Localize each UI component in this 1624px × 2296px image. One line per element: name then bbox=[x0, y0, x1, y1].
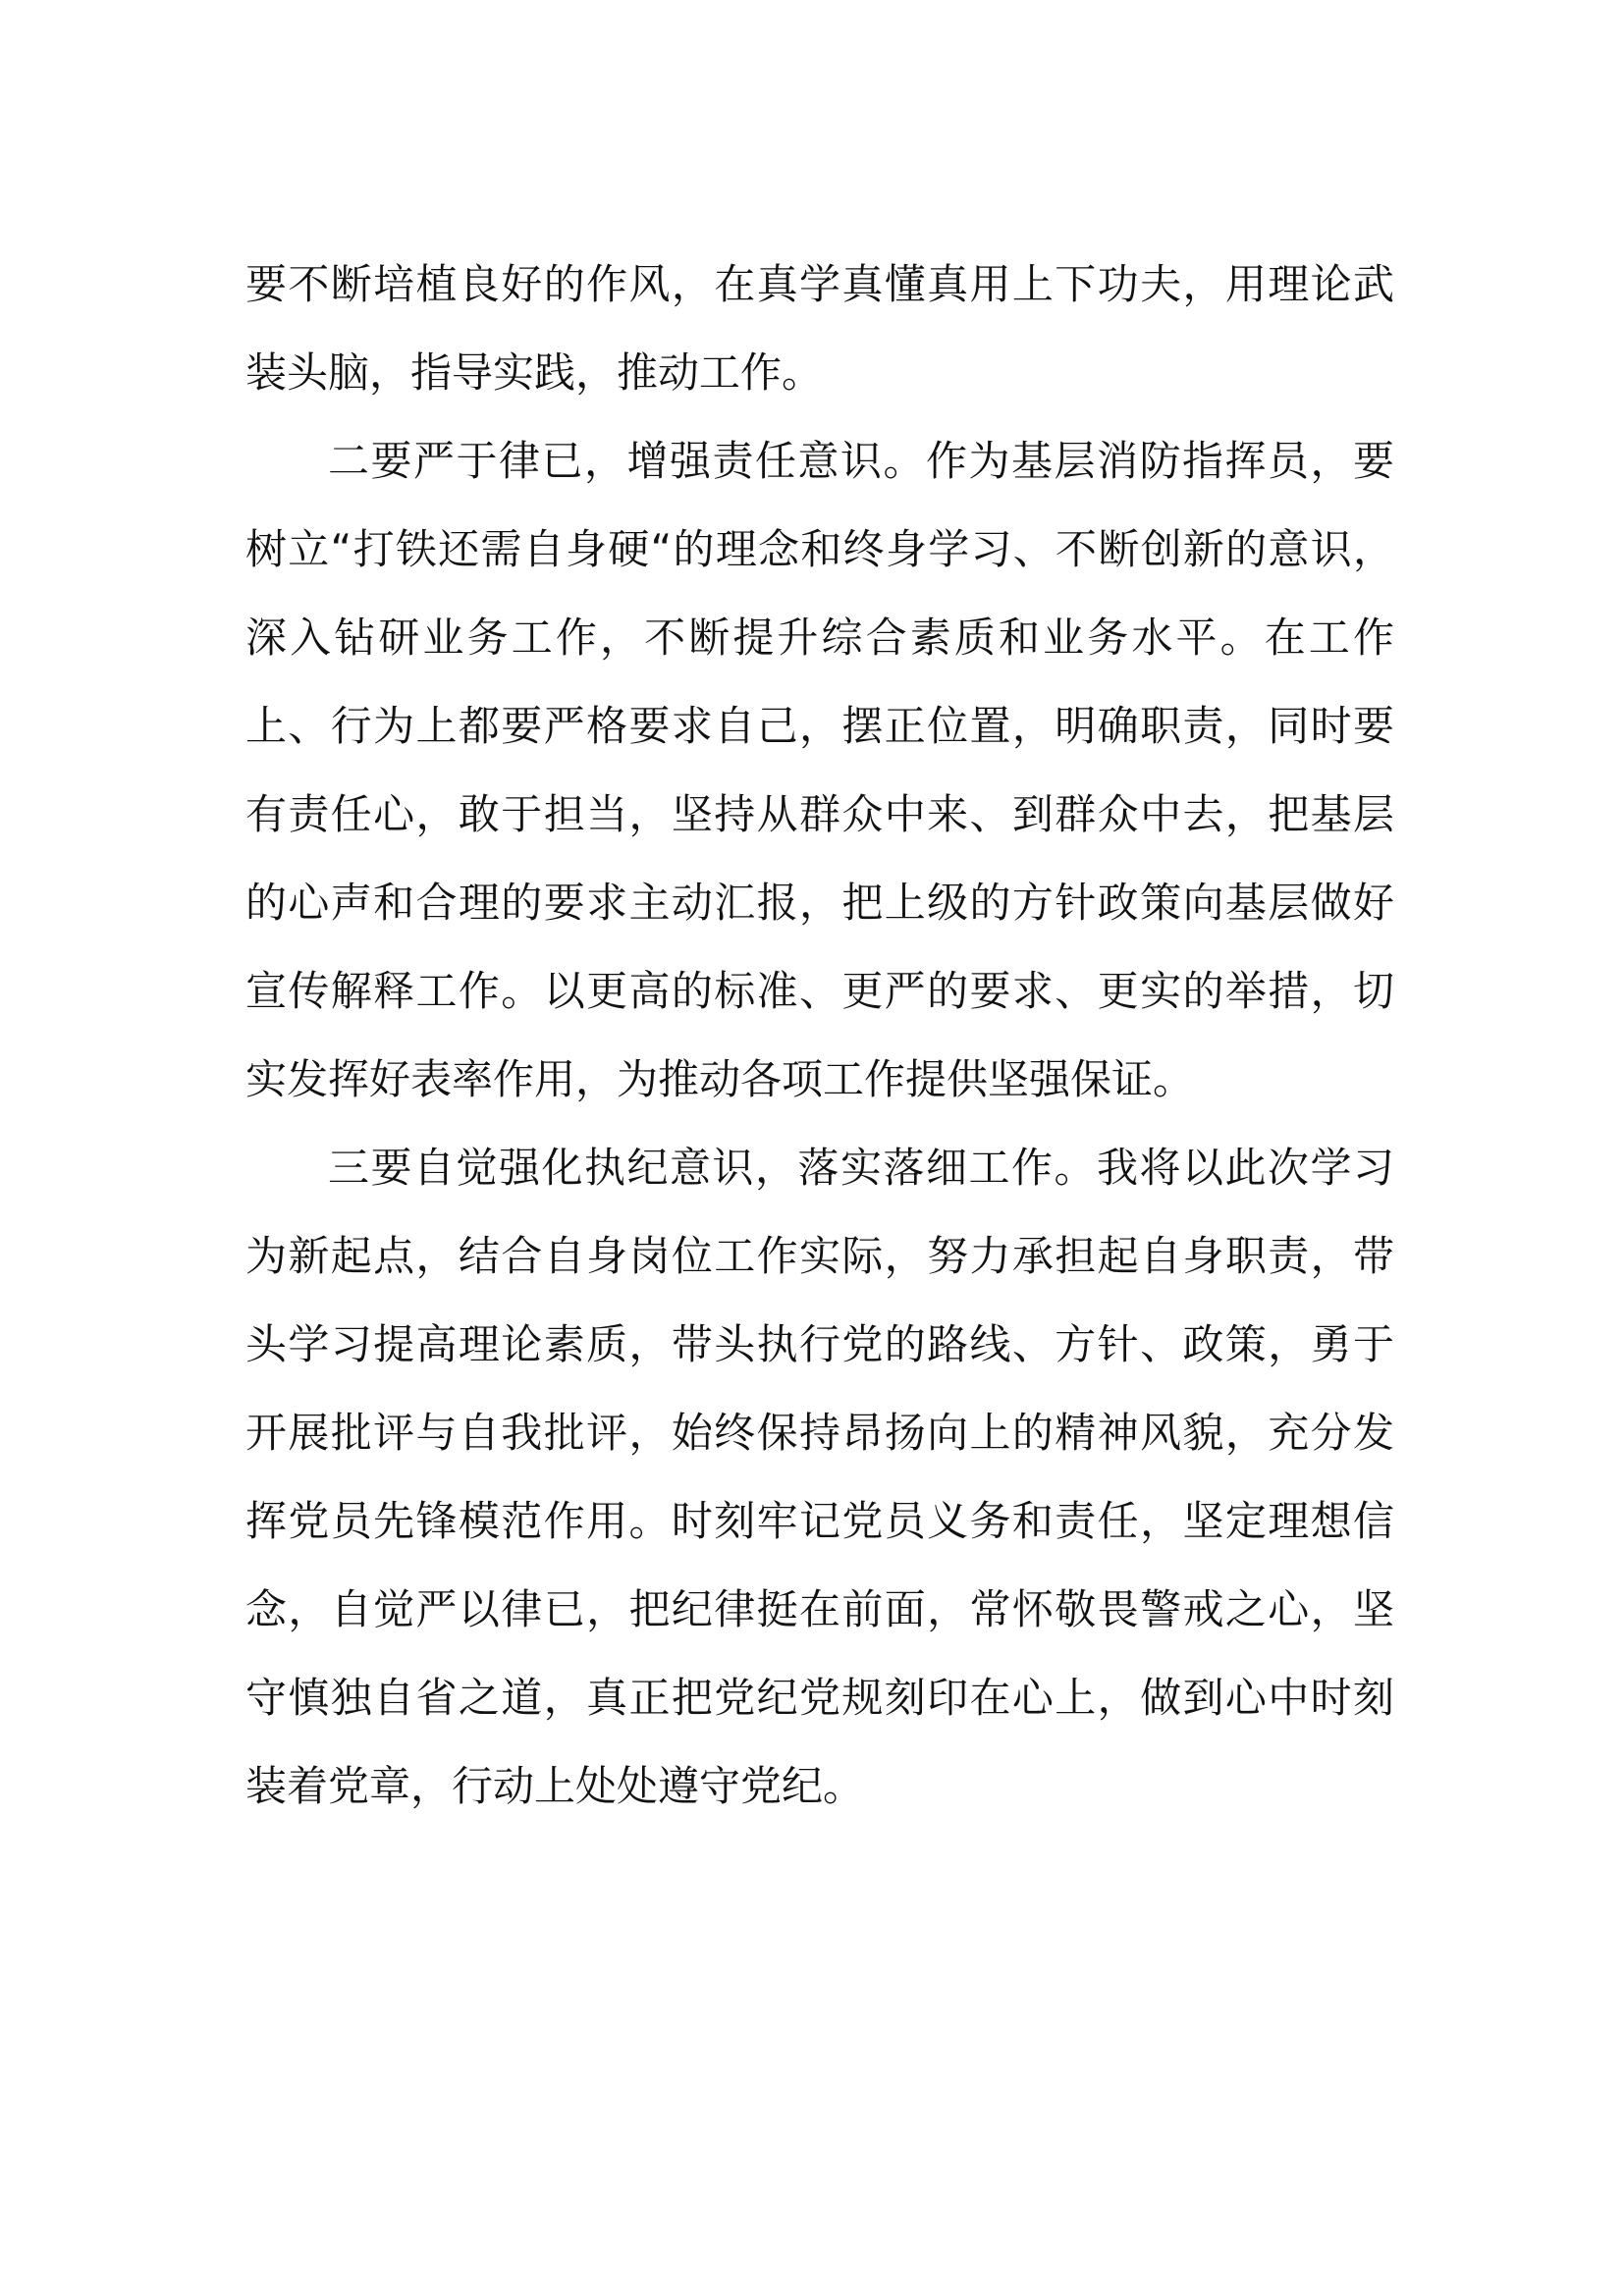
paragraph-second-point: 二要严于律已，增强责任意识。作为基层消防指挥员，要树立“打铁还需自身硬“的理念和终身学习、不断创新的意识，深入钻研业务工作，不断提升综合素质和业务水平。在工作上、行为上都要严格要求自己，摆正位置，明确职责，同时要有责任心，敢于担当，坚持从群众中来、到群众中去，把基层的心声和合理的要求主动汇报，把上级的方针政策向基层做好宣传解释工作。以更高的标准、更严的要求、更实的举措，切实发挥好表率作用，为推动各项工作提供坚强保证。 bbox=[245, 437, 1394, 1103]
paragraph-continuation: 要不断培植良好的作风，在真学真懂真用上下功夫，用理论武装头脑，指导实践，推动工作。 bbox=[245, 260, 1394, 397]
paragraph-third-point: 三要自觉强化执纪意识，落实落细工作。我将以此次学习为新起点，结合自身岗位工作实际，努力承担起自身职责，带头学习提高理论素质，带头执行党的路线、方针、政策，勇于开展批评与自我批评，始终保持昂扬向上的精神风貌，充分发挥党员先锋模范作用。时刻牢记党员义务和责任，坚定理想信念，自觉严以律已，把纪律挺在前面，常怀敬畏警戒之心，坚守慎独自省之道，真正把党纪党规刻印在心上，做到心中时刻装着党章，行动上处处遵守党纪。 bbox=[245, 1144, 1394, 1810]
document-body bbox=[245, 240, 1394, 1831]
